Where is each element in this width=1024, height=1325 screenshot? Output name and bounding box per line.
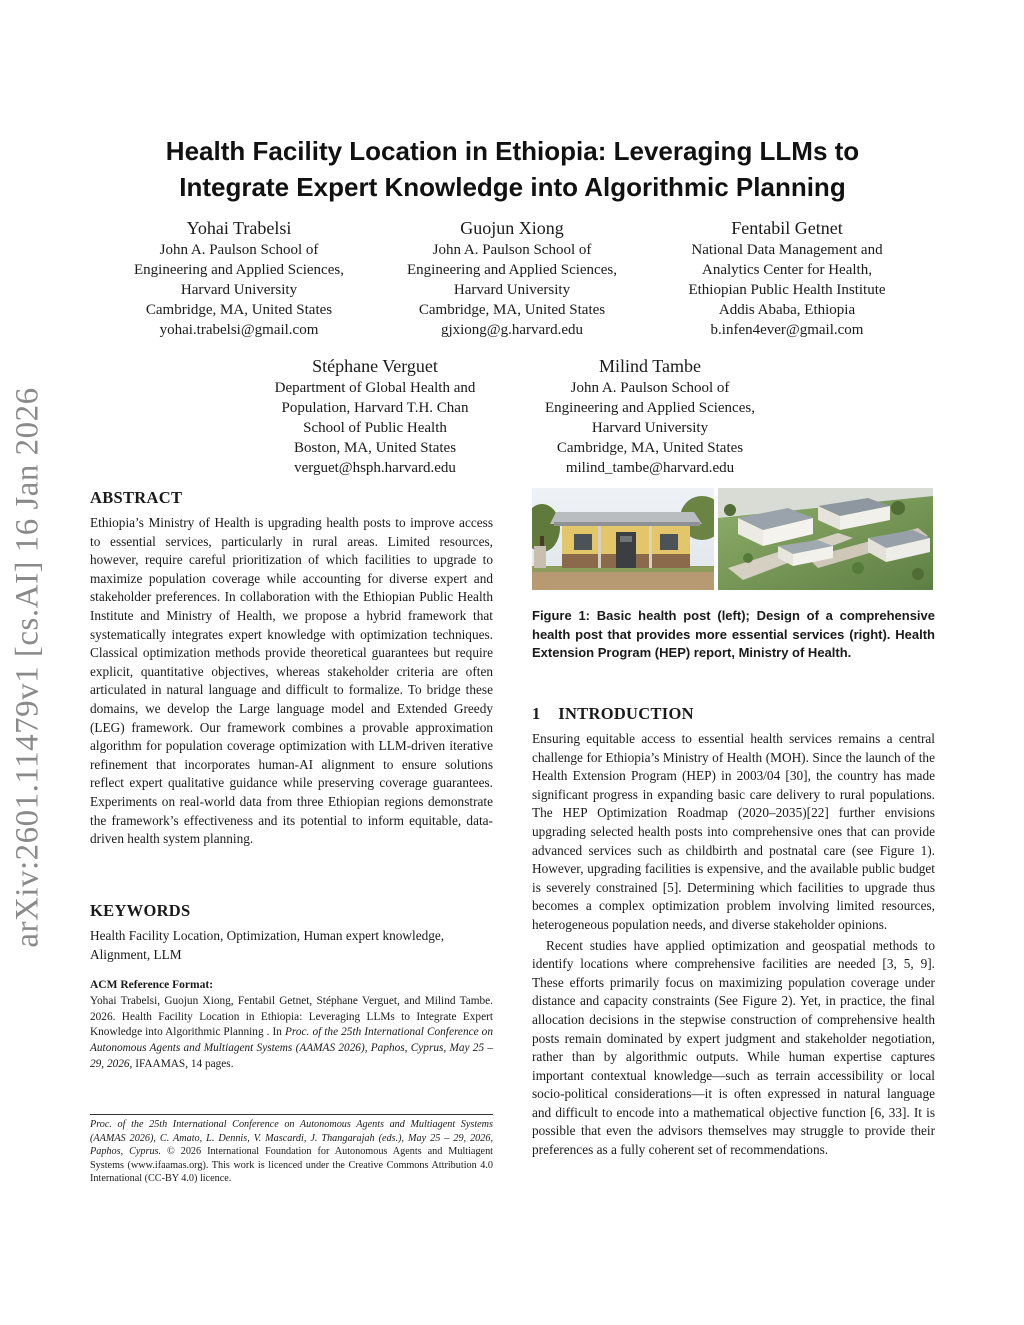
author-email: gjxiong@g.harvard.edu	[440, 322, 584, 338]
figure-basic-health-post	[532, 488, 714, 590]
author-affiliation-line: Ethiopian Public Health Institute	[688, 282, 886, 298]
author-name: Guojun Xiong	[460, 218, 564, 238]
author-email: milind_tambe@harvard.edu	[565, 460, 735, 476]
figure-comprehensive-health-post	[718, 488, 933, 590]
author-block-verguet	[244, 354, 506, 478]
abstract-heading: ABSTRACT	[90, 488, 183, 507]
acm-reference-text	[90, 994, 493, 1073]
author-affiliation-line: John A. Paulson School of	[159, 242, 319, 258]
introduction-paragraph: Recent studies have applied optimization and geospatial methods to identify locations where comprehensive facilities are needed [3, 5, 9]. These efforts primarily focus on maximizing population coverage under distance and capacity constraints (See Figure 2). Yet, in practice, the final allocation decisions in the stepwise construction of comprehensive health posts remain dominated by expert judgment and stakeholder negotiation, rather than by algorithmic outputs. While human expertise captures important contextual knowledge—such as terrain accessibility or local socio-political considerations—it is often expressed in natural language and difficult to encode into a mathematical objective function [6, 33]. It is possible that even the advisors themselves may struggle to provide their preferences as a fully coherent set of recommendations.	[532, 937, 935, 1158]
acm-reference-venue: Proc. of the 25th International Conference on Autonomous Agents and Multiagent Systems (AAMAS 2026), Paphos, Cyprus, May 25 – 29, 2026	[90, 1026, 493, 1070]
author-affiliation-line: Engineering and Applied Sciences,	[545, 400, 755, 416]
author-affiliation-line: Engineering and Applied Sciences,	[407, 262, 617, 278]
author-name: Stéphane Verguet	[312, 356, 438, 376]
author-affiliation-line: School of Public Health	[303, 420, 447, 436]
acm-reference-citation: Yohai Trabelsi, Guojun Xiong, Fentabil Getnet, Stéphane Verguet, and Milind Tambe. 2026. Health Facility Location in Ethiopia: Leveraging LLMs to Integrate Expert Knowledge into Algorithmic Planning . In	[90, 995, 493, 1039]
author-location: Cambridge, MA, United States	[556, 440, 744, 456]
introduction-paragraph: Ensuring equitable access to essential health services remains a central challenge for Ethiopia’s Ministry of Health (MOH). Since the launch of the Health Extension Program (HEP) in 2003/04 [30], the country has made significant progress in expanding basic care delivery to rural populations. The HEP Optimization Roadmap (2020–2035)[22] further envisions upgrading selected health posts into comprehensive ones that can provide advanced services such as childbirth and postnatal care (see Figure 1). However, upgrading facilities is expensive, and the available public budget is severely constrained [5]. Determining which facilities to upgrade thus becomes a complex optimization problem involving limited resources, heterogeneous population needs, and diverse stakeholder opinions.	[532, 731, 935, 932]
abstract-section	[90, 488, 493, 849]
author-block-xiong	[381, 216, 643, 340]
acm-reference-section	[90, 979, 493, 1073]
keywords-text: Health Facility Location, Optimization, Human expert knowledge, Alignment, LLM	[90, 928, 445, 962]
title-line-2: Integrate Expert Knowledge into Algorithmic Planning	[179, 172, 846, 202]
author-affiliation-line: Harvard University	[591, 420, 709, 436]
author-affiliation-line: Population, Harvard T.H. Chan	[281, 400, 469, 416]
abstract-text: Ethiopia’s Ministry of Health is upgrading health posts to improve access to essential services, particularly in rural areas. Limited resources, however, require careful prioritization of which facilities to upgrade to maximize population coverage while accounting for diverse expert and stakeholder preferences. In collaboration with the Ethiopian Public Health Institute and Ministry of Health, we propose a hybrid framework that systematically integrates expert knowledge with optimization techniques. Classical optimization methods provide theoretical guarantees but require explicit, quantitative objectives, whereas stakeholder criteria are often articulated in natural language and difficult to formalize. To bridge these domains, we develop the Large language model and Extended Greedy (LEG) framework. Our framework combines a provable approximation algorithm for population coverage optimization with LLM-driven iterative refinement that incorporates human-AI alignment to ensure solutions reflect expert qualitative guidance while preserving coverage guarantees. Experiments on real-world data from three Ethiopian regions demonstrate the framework’s effectiveness and its potential to inform equitable, data-driven health system planning.	[90, 515, 493, 847]
author-block-tambe	[519, 354, 781, 478]
author-block-trabelsi	[108, 216, 370, 340]
arxiv-identifier: arXiv:2601.11479v1 [cs.AI] 16 Jan 2026	[9, 387, 46, 948]
author-affiliation-line: Harvard University	[180, 282, 298, 298]
author-affiliation-line: Department of Global Health and	[274, 380, 476, 396]
introduction-section	[532, 704, 935, 1160]
comprehensive-health-post-render	[718, 488, 933, 590]
author-name: Milind Tambe	[599, 356, 701, 376]
figure-1-caption: Figure 1: Basic health post (left); Design of a comprehensive health post that provides more essential services (right). Health Extension Program (HEP) report, Ministry of Health.	[532, 608, 935, 660]
author-name: Yohai Trabelsi	[186, 218, 292, 238]
author-email: verguet@hsph.harvard.edu	[294, 460, 456, 476]
author-affiliation-line: John A. Paulson School of	[432, 242, 592, 258]
acm-reference-tail: , IFAAMAS, 14 pages.	[129, 1057, 234, 1070]
author-affiliation-line: National Data Management and	[691, 242, 883, 258]
arxiv-side-stamp	[8, 380, 48, 955]
author-email: b.infen4ever@gmail.com	[710, 322, 864, 338]
paper-title	[90, 133, 935, 205]
author-location: Boston, MA, United States	[293, 440, 457, 456]
author-affiliation-line: Engineering and Applied Sciences,	[134, 262, 344, 278]
author-affiliation-line: Harvard University	[453, 282, 571, 298]
keywords-section	[90, 901, 493, 964]
footnote-venue: Proc. of the 25th International Conference on Autonomous Agents and Multiagent Systems (AAMAS 2026), C. Amato, L. Dennis, V. Mascardi, J. Thangarajah (eds.), May 25 – 29, 2026, Paphos, Cyprus.	[90, 1119, 493, 1158]
footnote-rule	[90, 1114, 493, 1115]
author-block-getnet	[656, 216, 918, 340]
keywords-heading: KEYWORDS	[90, 901, 191, 920]
footnote	[90, 1118, 493, 1186]
author-affiliation-line: John A. Paulson School of	[570, 380, 730, 396]
acm-reference-heading: ACM Reference Format:	[90, 979, 214, 991]
footnote-license: © 2026 International Foundation for Autonomous Agents and Multiagent Systems (www.ifaamas.org). This work is licenced under the Creative Commons Attribution 4.0 International (CC-BY 4.0) licence.	[90, 1146, 493, 1185]
title-line-1: Health Facility Location in Ethiopia: Leveraging LLMs to	[165, 136, 860, 166]
author-name: Fentabil Getnet	[731, 218, 843, 238]
author-location: Cambridge, MA, United States	[145, 302, 333, 318]
introduction-heading: 1 INTRODUCTION	[532, 704, 694, 723]
basic-health-post-illustration	[532, 488, 714, 590]
author-affiliation-line: Analytics Center for Health,	[702, 262, 872, 278]
author-location: Addis Ababa, Ethiopia	[718, 302, 856, 318]
author-email: yohai.trabelsi@gmail.com	[159, 322, 319, 338]
author-location: Cambridge, MA, United States	[418, 302, 606, 318]
